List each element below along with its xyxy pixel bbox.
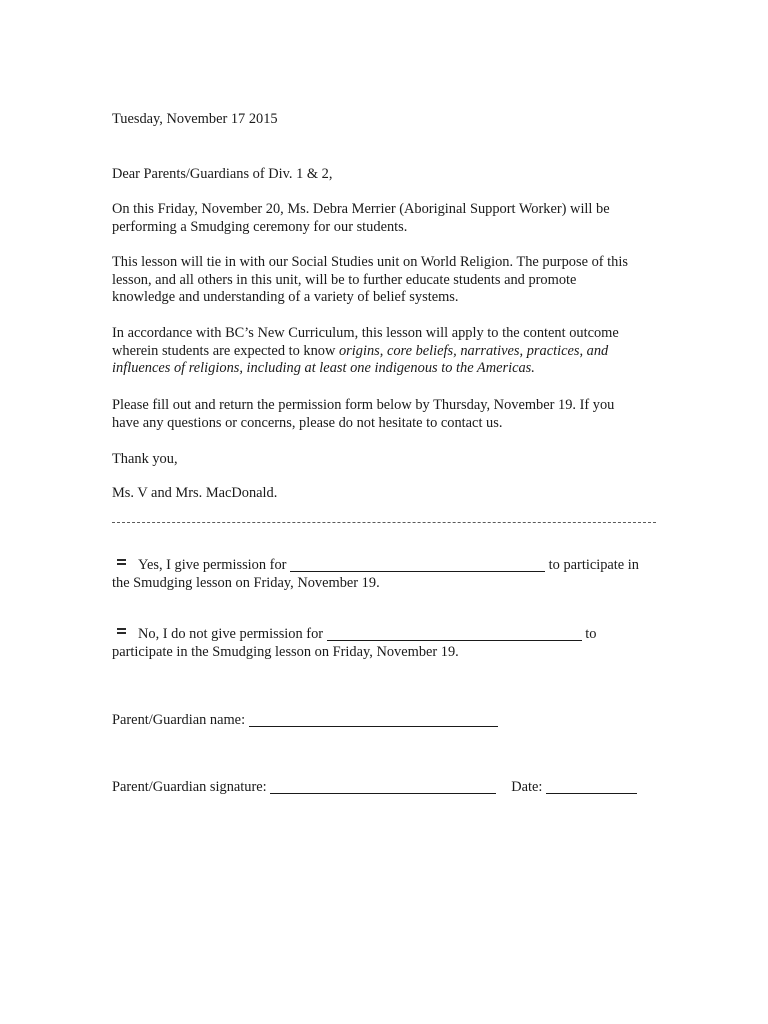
- paragraph-line: knowledge and understanding of a variety of belief systems.: [112, 289, 459, 305]
- paragraph-line: Please fill out and return the permission form below by Thursday, November 19. If you: [112, 397, 615, 413]
- no-permission-option: [112, 626, 596, 661]
- checkbox-icon[interactable]: [117, 628, 126, 634]
- paragraph-line: In accordance with BC’s New Curriculum, this lesson will apply to the content outcome: [112, 325, 619, 341]
- paragraph-curriculum: [112, 325, 619, 378]
- yes-permission-option: [112, 557, 639, 592]
- parent-name-row: [112, 712, 498, 730]
- yes-option-line: [112, 557, 639, 575]
- paragraph-line: performing a Smudging ceremony for our students.: [112, 218, 408, 235]
- no-option-line: participate in the Smudging lesson on Friday, November 19.: [112, 643, 459, 660]
- parent-name-field[interactable]: [249, 712, 498, 727]
- yes-option-suffix: to participate in: [548, 557, 639, 573]
- permission-letter: [112, 0, 672, 1024]
- signature-row: [112, 779, 637, 797]
- checkbox-icon[interactable]: [117, 559, 126, 565]
- no-option-suffix: to: [585, 626, 597, 642]
- signature-field[interactable]: [270, 779, 496, 794]
- signature-label: Parent/Guardian signature:: [112, 779, 267, 795]
- signoff: Ms. V and Mrs. MacDonald.: [112, 485, 278, 501]
- paragraph-instructions: [112, 397, 614, 432]
- student-name-blank-no[interactable]: [327, 626, 582, 641]
- salutation: Dear Parents/Guardians of Div. 1 & 2,: [112, 166, 333, 182]
- date-field[interactable]: [546, 779, 637, 794]
- paragraph-line: [112, 343, 619, 361]
- paragraph-text: wherein students are expected to know: [112, 342, 339, 359]
- cut-line-divider: [112, 522, 656, 523]
- closing: Thank you,: [112, 451, 178, 467]
- date-label: Date:: [511, 779, 543, 795]
- curriculum-outcome-text: influences of religions, including at least one indigenous to the Americas.: [112, 360, 535, 376]
- paragraph-ceremony: [112, 201, 610, 236]
- student-name-blank-yes[interactable]: [290, 557, 545, 572]
- paragraph-line: This lesson will tie in with our Social Studies unit on World Religion. The purpose of this: [112, 254, 628, 270]
- curriculum-outcome-text: origins, core beliefs, narratives, practices, and: [338, 342, 609, 359]
- paragraph-line: have any questions or concerns, please do not hesitate to contact us.: [112, 414, 503, 431]
- paragraph-purpose: [112, 254, 628, 307]
- yes-option-line: the Smudging lesson on Friday, November 19.: [112, 574, 380, 591]
- paragraph-line: lesson, and all others in this unit, will be to further educate students and promote: [112, 271, 577, 288]
- paragraph-line: On this Friday, November 20, Ms. Debra Merrier (Aboriginal Support Worker) will be: [112, 201, 610, 217]
- parent-name-label: Parent/Guardian name:: [112, 712, 246, 728]
- yes-option-label: Yes, I give permission for: [138, 557, 287, 573]
- no-option-line: [112, 626, 596, 644]
- letter-date: Tuesday, November 17 2015: [112, 111, 278, 127]
- no-option-label: No, I do not give permission for: [138, 626, 324, 642]
